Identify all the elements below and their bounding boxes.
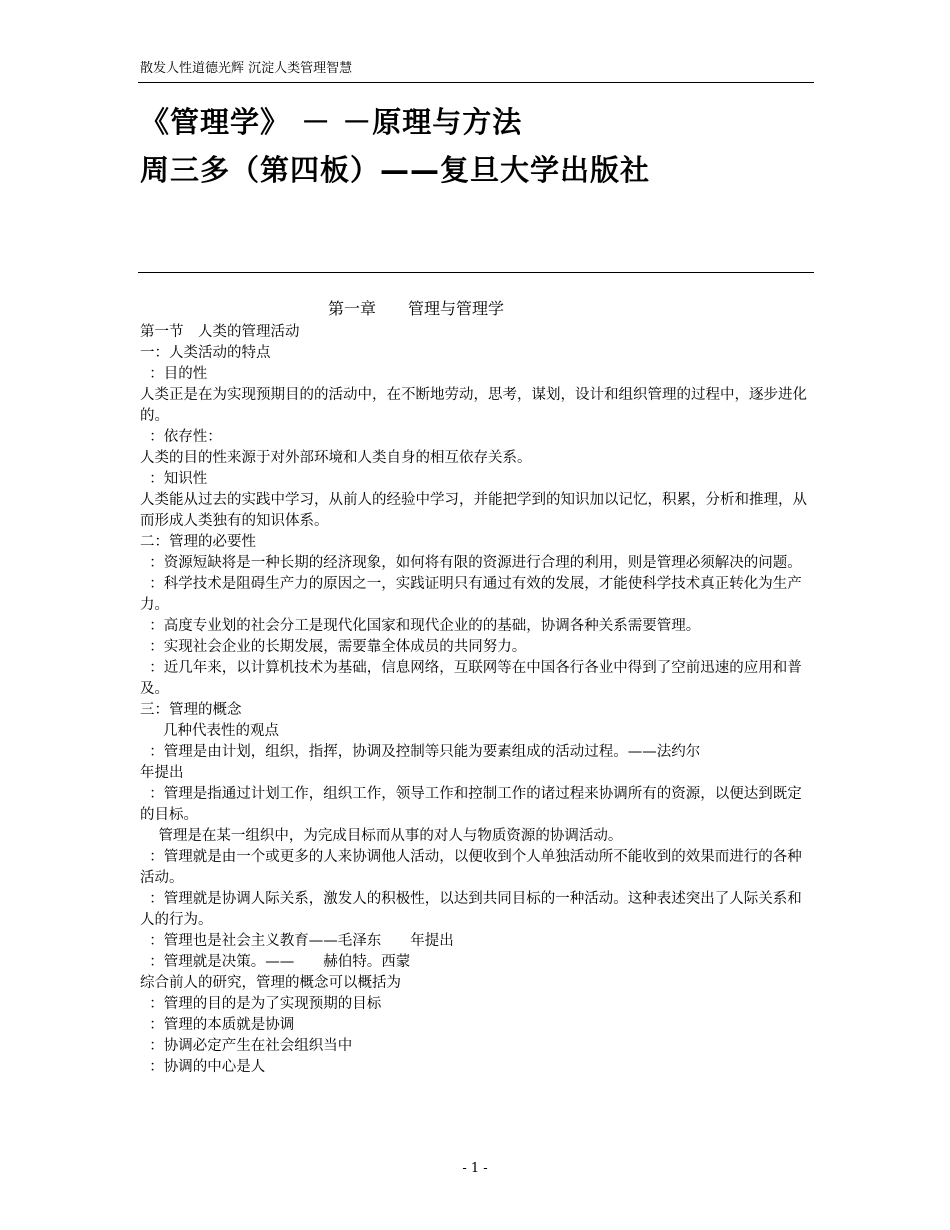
text-line: 人类正是在为实现预期目的的活动中，在不断地劳动，思考，谋划，设计和组织管理的过程中，逐步进化的。 xyxy=(140,387,807,424)
text-line: 综合前人的研究，管理的概念可以概括为 xyxy=(140,975,401,991)
text-line: ：管理就是决策。—— 赫伯特。西蒙 xyxy=(140,954,411,970)
text-line: ：实现社会企业的长期发展，需要靠全体成员的共同努力。 xyxy=(140,639,527,655)
book-subtitle: 周三多（第四板）——复旦大学出版社 xyxy=(140,153,651,187)
text-line: 管理是在某一组织中，为完成目标而从事的对人与物质资源的协调活动。 xyxy=(140,828,623,844)
text-line: ：依存性： xyxy=(140,429,222,445)
body-content xyxy=(140,322,812,1078)
text-line: ：近几年来，以计算机技术为基础，信息网络，互联网等在中国各行各业中得到了空前迅速的应用和普及。 xyxy=(140,660,802,697)
text-line: ：管理的本质就是协调 xyxy=(140,1017,295,1033)
text-line: ：资源短缺将是一种长期的经济现象，如何将有限的资源进行合理的利用，则是管理必须解决的问题。 xyxy=(140,555,802,571)
text-line: ：知识性 xyxy=(140,471,208,487)
text-line: 人类能从过去的实践中学习，从前人的经验中学习，并能把学到的知识加以记忆，积累，分析和推理，从而形成人类独有的知识体系。 xyxy=(140,492,807,529)
text-line: 人类的目的性来源于对外部环境和人类自身的相互依存关系。 xyxy=(140,450,532,466)
page-number: - 1 - xyxy=(462,1161,488,1176)
text-line: ：管理是指通过计划工作，组织工作，领导工作和控制工作的诸过程来协调所有的资源，以便达到既定的目标。 xyxy=(140,786,802,823)
text-line: 第一节 人类的管理活动 xyxy=(140,324,300,340)
text-line: ：管理的目的是为了实现预期的目标 xyxy=(140,996,382,1012)
text-line: 一：人类活动的特点 xyxy=(140,345,271,361)
text-line: ：协调的中心是人 xyxy=(140,1059,266,1075)
text-line: 三：管理的概念 xyxy=(140,702,242,718)
text-line: 二：管理的必要性 xyxy=(140,534,256,550)
text-line: ：管理也是社会主义教育——毛泽东 年提出 xyxy=(140,933,454,949)
text-line: 年提出 xyxy=(140,765,184,781)
text-line: ：管理就是协调人际关系，激发人的积极性，以达到共同目标的一种活动。这种表述突出了人际关系和人的行为。 xyxy=(140,891,802,928)
text-line: ：管理是由计划，组织，指挥，协调及控制等只能为要素组成的活动过程。——法约尔 xyxy=(140,744,701,760)
text-line: ：管理就是由一个或更多的人来协调他人活动，以便收到个人单独活动所不能收到的效果而进行的各种活动。 xyxy=(140,849,802,886)
text-line: ：协调必定产生在社会组织当中 xyxy=(140,1038,353,1054)
text-line: ：目的性 xyxy=(140,366,208,382)
text-line: 几种代表性的观点 xyxy=(140,723,280,739)
book-title: 《管理学》 － －原理与方法 xyxy=(140,105,523,139)
text-line: ：科学技术是阻碍生产力的原因之一，实践证明只有通过有效的发展，才能使科学技术真正转化为生产力。 xyxy=(140,576,802,613)
text-line: ：高度专业划的社会分工是现代化国家和现代企业的的基础，协调各种关系需要管理。 xyxy=(140,618,701,634)
title-rule xyxy=(138,272,814,273)
chapter-heading: 第一章 管理与管理学 xyxy=(328,299,505,318)
header-rule xyxy=(138,82,814,83)
page-header: 散发人性道德光辉 沉淀人类管理智慧 xyxy=(140,61,353,76)
